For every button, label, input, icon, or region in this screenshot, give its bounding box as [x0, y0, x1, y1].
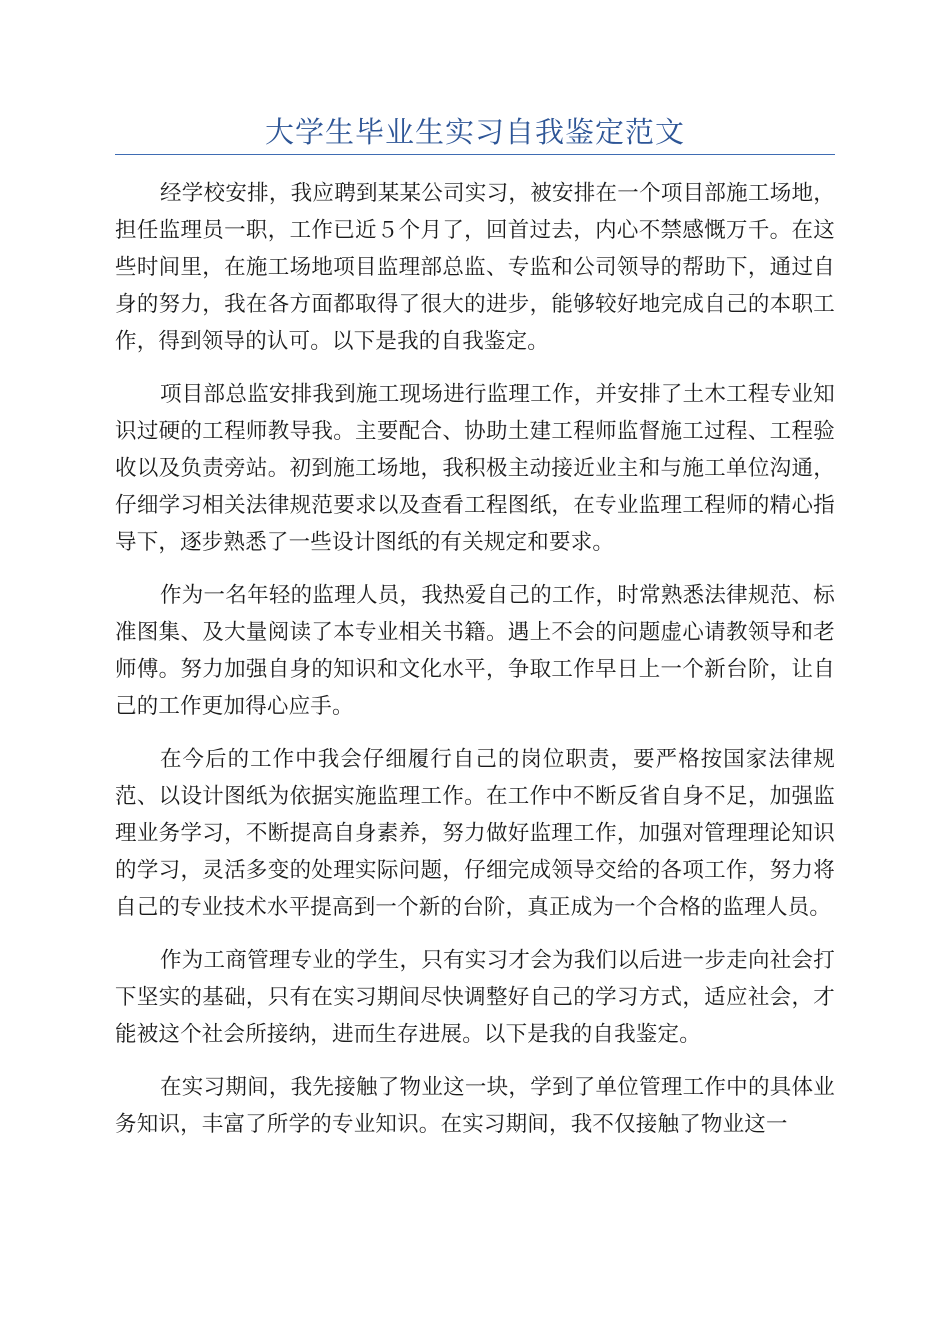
- title-underline: [115, 154, 835, 155]
- paragraph-2: 项目部总监安排我到施工现场进行监理工作，并安排了土木工程专业知识过硬的工程师教导我。主要配合、协助土建工程师监督施工过程、工程验收以及负责旁站。初到施工场地，我积极主动接近业主和与施工单位沟通，仔细学习相关法律规范要求以及查看工程图纸，在专业监理工程师的精心指导下，逐步熟悉了一些设计图纸的有关规定和要求。: [115, 382, 835, 555]
- document-body: [115, 175, 835, 1335]
- paragraph-6: 在实习期间，我先接触了物业这一块，学到了单位管理工作中的具体业务知识，丰富了所学的专业知识。在实习期间，我不仅接触了物业这一: [115, 1075, 835, 1137]
- paragraph-5: 作为工商管理专业的学生，只有实习才会为我们以后进一步走向社会打下坚实的基础，只有在实习期间尽快调整好自己的学习方式，适应社会，才能被这个社会所接纳，进而生存进展。以下是我的自我鉴定。: [115, 948, 835, 1047]
- document-title: 大学生毕业生实习自我鉴定范文: [264, 115, 685, 149]
- paragraph-3: 作为一名年轻的监理人员，我热爱自己的工作，时常熟悉法律规范、标准图集、及大量阅读了本专业相关书籍。遇上不会的问题虚心请教领导和老师傅。努力加强自身的知识和文化水平，争取工作早日上一个新台阶，让自己的工作更加得心应手。: [115, 583, 835, 719]
- paragraph-1: 经学校安排，我应聘到某某公司实习，被安排在一个项目部施工场地，担任监理员一职，工作已近５个月了，回首过去，内心不禁感慨万千。在这些时间里，在施工场地项目监理部总监、专监和公司领导的帮助下，通过自身的努力，我在各方面都取得了很大的进步，能够较好地完成自己的本职工作，得到领导的认可。以下是我的自我鉴定。: [115, 181, 835, 354]
- paragraph-4: 在今后的工作中我会仔细履行自己的岗位职责，要严格按国家法律规范、以设计图纸为依据实施监理工作。在工作中不断反省自身不足，加强监理业务学习，不断提高自身素养，努力做好监理工作，加强对管理理论知识的学习，灵活多变的处理实际问题，仔细完成领导交给的各项工作，努力将自己的专业技术水平提高到一个新的台阶，真正成为一个合格的监理人员。: [115, 747, 835, 920]
